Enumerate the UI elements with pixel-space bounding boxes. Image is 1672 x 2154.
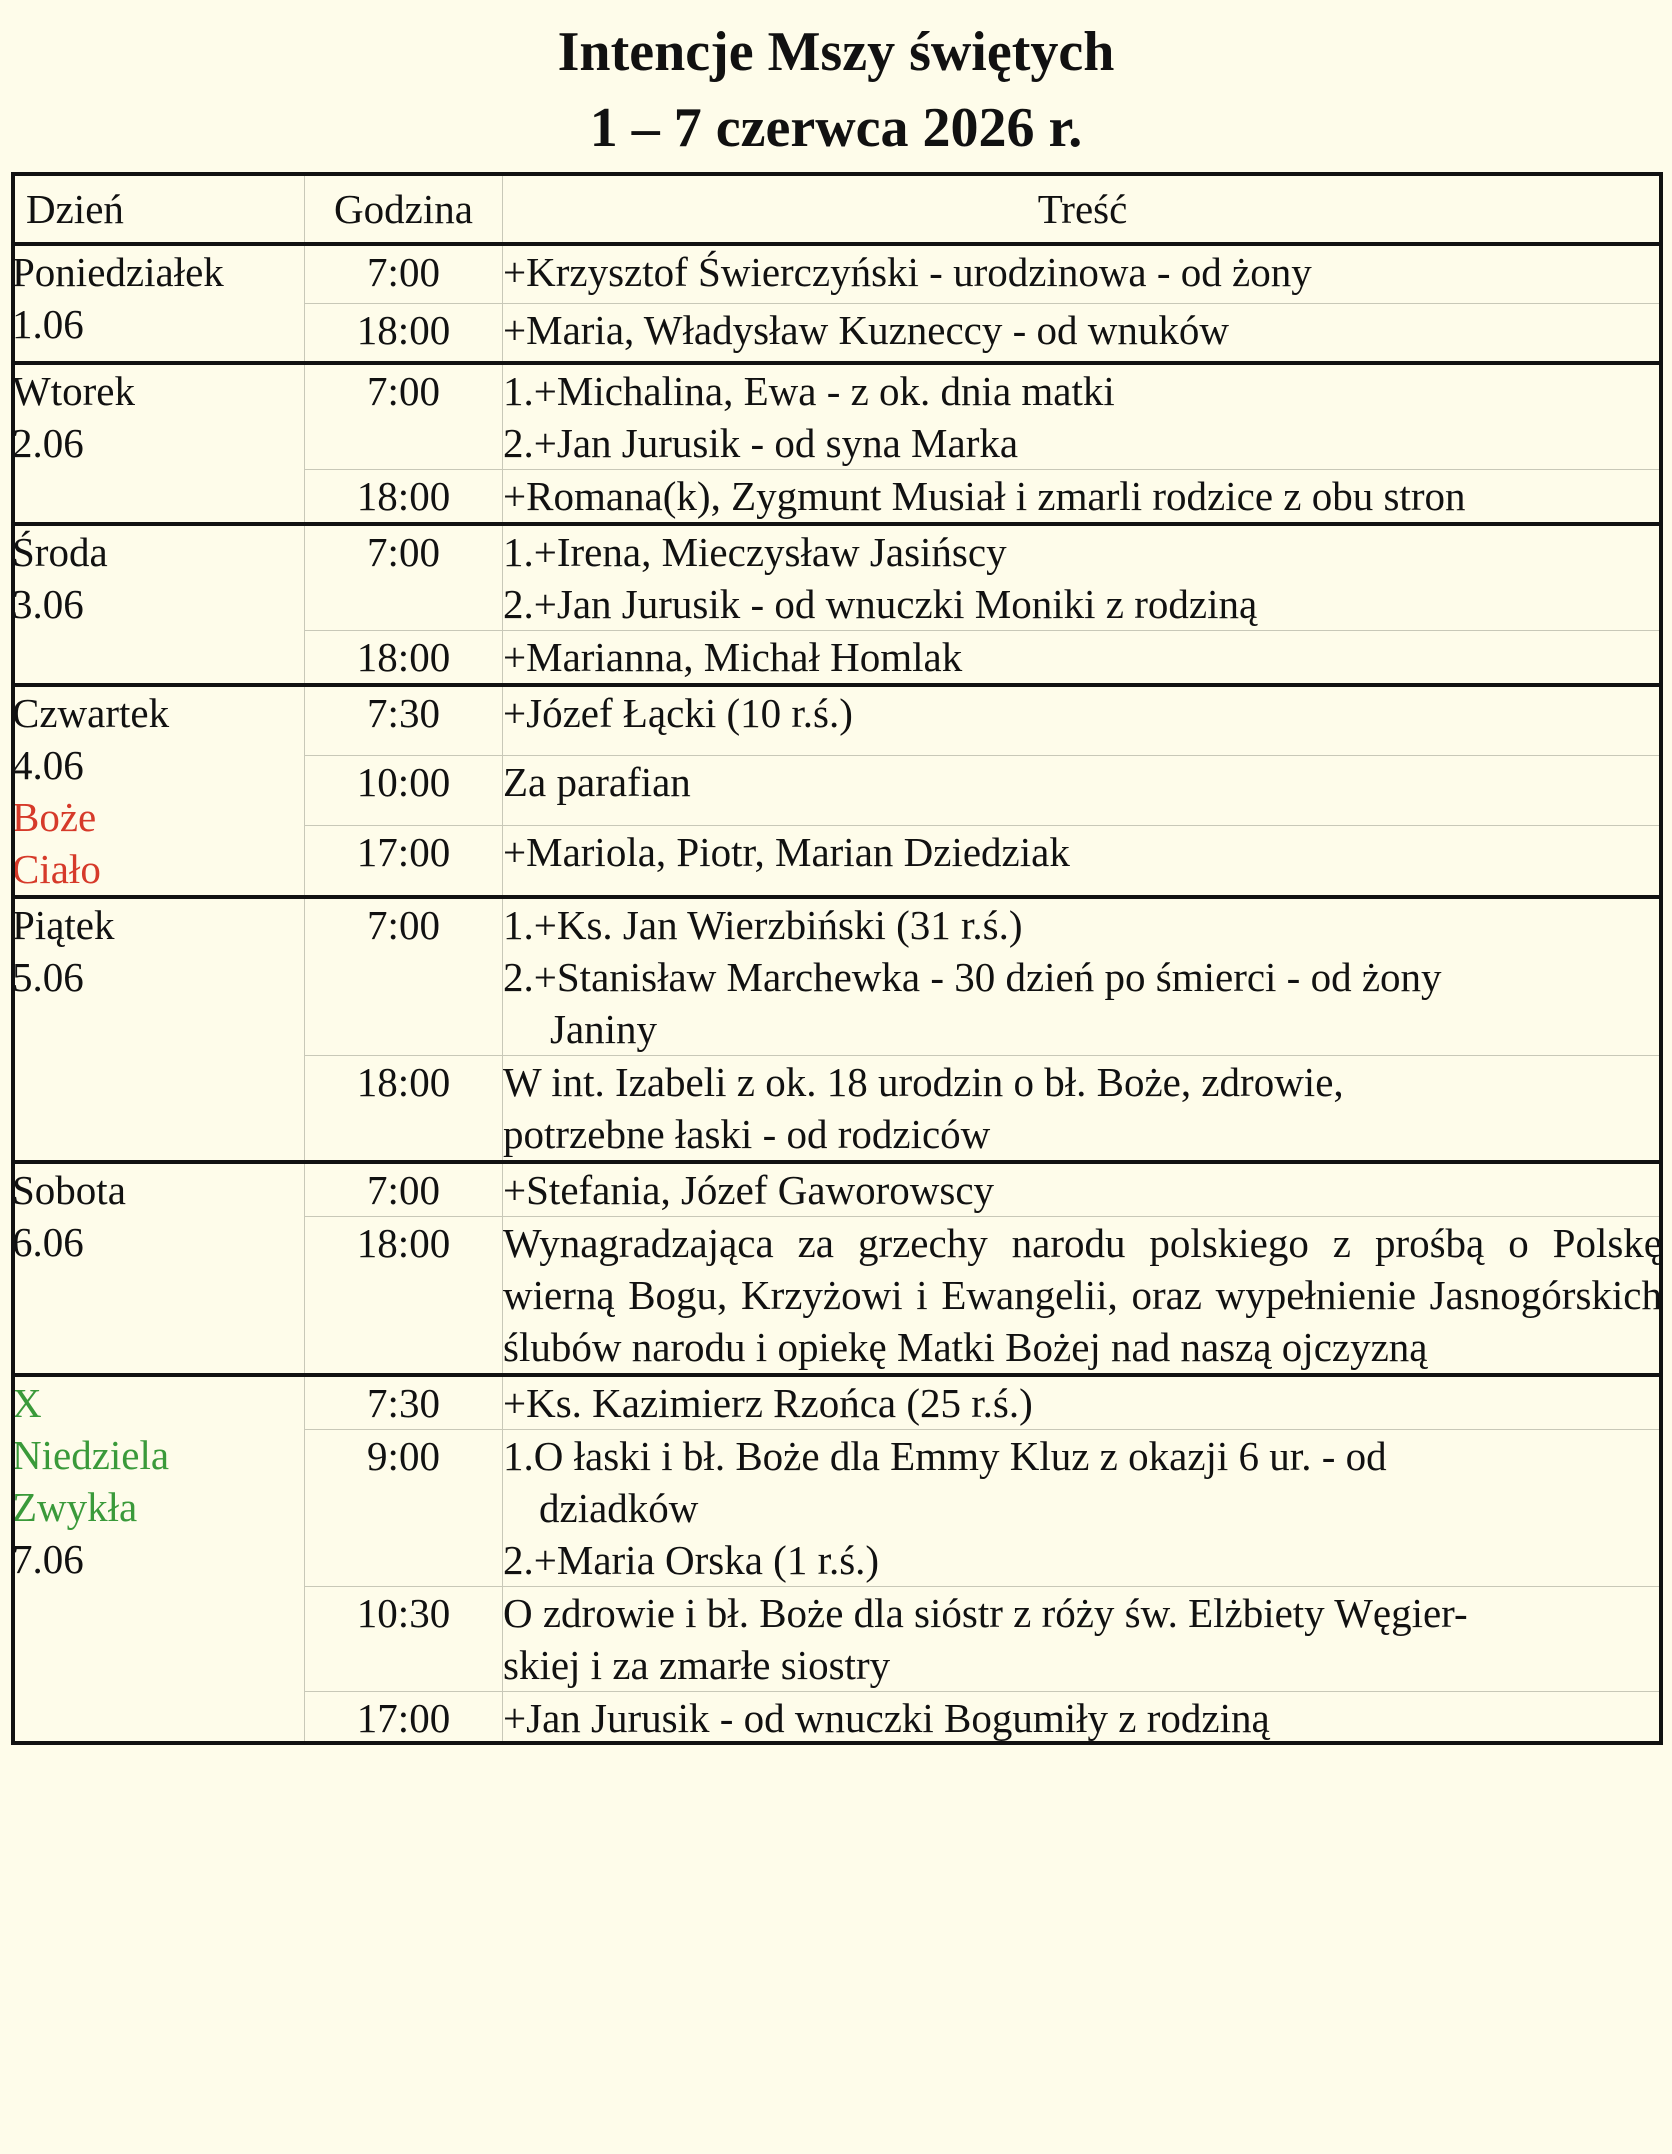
day-name: Czwartek	[12, 689, 170, 736]
intention-entry: +Marianna, Michał Homlak	[503, 633, 963, 680]
mass-hour: 18:00	[305, 1216, 503, 1375]
table-row	[12, 244, 1663, 304]
mass-intentions-table	[11, 172, 1663, 1745]
table-row	[12, 685, 1663, 756]
table-row	[12, 363, 1663, 470]
mass-hour: 7:30	[305, 685, 503, 756]
intention-entry: +Maria, Władysław Kuzneccy - od wnuków	[503, 306, 1229, 353]
page-title	[0, 14, 1672, 166]
day-cell-tuesday	[12, 363, 305, 524]
mass-intention	[503, 1055, 1663, 1162]
table-row	[12, 897, 1663, 1056]
day-cell-sunday	[12, 1375, 305, 1745]
mass-intention	[503, 1216, 1663, 1375]
mass-hour: 10:30	[305, 1586, 503, 1691]
mass-hour: 7:30	[305, 1375, 503, 1430]
intention-entry: +Józef Łącki (10 r.ś.)	[503, 689, 853, 736]
feast-name-line-2: Ciało	[12, 845, 101, 892]
intention-entry: +Krzysztof Świerczyński - urodzinowa - od żony	[503, 248, 1312, 295]
intention-entry: 1.O łaski i bł. Boże dla Emmy Kluz z okazji 6 ur. - od	[503, 1432, 1387, 1479]
intention-entry: Za parafian	[503, 759, 691, 806]
intention-entry: +Romana(k), Zygmunt Musiał i zmarli rodzice z obu stron	[503, 472, 1466, 519]
mass-hour: 7:00	[305, 363, 503, 470]
mass-intention	[503, 469, 1663, 524]
day-name: Sobota	[12, 1166, 126, 1213]
table-header-row	[12, 173, 1663, 244]
table-row	[12, 524, 1663, 631]
column-header-day: Dzień	[12, 173, 305, 244]
intention-entry: +Mariola, Piotr, Marian Dziedziak	[503, 828, 1070, 875]
mass-hour: 10:00	[305, 756, 503, 825]
mass-hour: 7:00	[305, 1162, 503, 1217]
day-name: Poniedziałek	[12, 248, 224, 295]
day-name: Wtorek	[12, 367, 135, 414]
mass-intention	[503, 363, 1663, 470]
day-name-line-3: Zwykła	[12, 1483, 138, 1530]
day-date: 4.06	[12, 741, 84, 788]
mass-intention	[503, 1162, 1663, 1217]
mass-intention	[503, 1586, 1663, 1691]
intention-entry-continuation: dziadków	[539, 1484, 699, 1531]
mass-hour: 17:00	[305, 825, 503, 896]
intention-entry: potrzebne łaski - od rodziców	[503, 1110, 991, 1157]
mass-intention	[503, 303, 1663, 363]
intention-entry: 2.+Jan Jurusik - od syna Marka	[503, 419, 1019, 466]
mass-intention	[503, 897, 1663, 1056]
day-date: 7.06	[12, 1535, 84, 1582]
mass-intention	[503, 630, 1663, 685]
day-name: Piątek	[12, 901, 115, 948]
mass-hour: 18:00	[305, 469, 503, 524]
day-date: 2.06	[12, 419, 84, 466]
day-cell-wednesday	[12, 524, 305, 685]
day-name: Środa	[12, 528, 108, 575]
mass-intention	[503, 1429, 1663, 1586]
mass-hour: 7:00	[305, 524, 503, 631]
day-cell-friday	[12, 897, 305, 1162]
mass-hour: 17:00	[305, 1691, 503, 1744]
day-cell-thursday	[12, 685, 305, 897]
mass-intention	[503, 1375, 1663, 1430]
intention-entry: skiej i za zmarłe siostry	[503, 1641, 891, 1688]
day-name-line-2: Niedziela	[12, 1431, 170, 1478]
day-date: 5.06	[12, 953, 84, 1000]
intention-entry: 1.+Michalina, Ewa - z ok. dnia matki	[503, 367, 1115, 414]
mass-hour: 18:00	[305, 1055, 503, 1162]
intention-entry: 2.+Maria Orska (1 r.ś.)	[503, 1536, 880, 1583]
day-name-line-1: X	[12, 1379, 42, 1426]
intention-entry: 2.+Jan Jurusik - od wnuczki Moniki z rodziną	[503, 580, 1258, 627]
day-date: 3.06	[12, 580, 84, 627]
intention-entry: +Stefania, Józef Gaworowscy	[503, 1166, 995, 1213]
table-row	[12, 1375, 1663, 1430]
intention-entry: W int. Izabeli z ok. 18 urodzin o bł. Boże, zdrowie,	[503, 1058, 1344, 1105]
mass-intention	[503, 524, 1663, 631]
mass-hour: 9:00	[305, 1429, 503, 1586]
mass-hour: 7:00	[305, 897, 503, 1056]
mass-hour: 7:00	[305, 244, 503, 304]
intention-entry: Wynagradzająca za grzechy narodu polskiego z prośbą o Polskę wierną Bogu, Krzyżowi i Ewangelii, oraz wypełnienie Jasnogórskich ślubów narodu i opiekę Matki Bożej nad naszą ojczyzną	[503, 1219, 1662, 1370]
day-date: 1.06	[12, 300, 84, 347]
mass-hour: 18:00	[305, 630, 503, 685]
mass-intention	[503, 244, 1663, 304]
intention-entry: +Jan Jurusik - od wnuczki Bogumiły z rodziną	[503, 1694, 1270, 1741]
intention-entry: +Ks. Kazimierz Rzońca (25 r.ś.)	[503, 1379, 1033, 1426]
intention-entry: O zdrowie i bł. Boże dla sióstr z róży św. Elżbiety Węgier-	[503, 1589, 1468, 1636]
day-cell-monday	[12, 244, 305, 363]
mass-intention	[503, 685, 1663, 756]
mass-hour: 18:00	[305, 303, 503, 363]
intention-entry: 1.+Irena, Mieczysław Jasińscy	[503, 528, 1007, 575]
title-line-2: 1 – 7 czerwca 2026 r.	[589, 97, 1083, 159]
feast-name-line-1: Boże	[12, 793, 97, 840]
title-line-1: Intencje Mszy świętych	[557, 21, 1115, 83]
intention-entry: 1.+Ks. Jan Wierzbiński (31 r.ś.)	[503, 901, 1023, 948]
mass-intention	[503, 756, 1663, 825]
intention-entry: 2.+Stanisław Marchewka - 30 dzień po śmierci - od żony	[503, 953, 1442, 1000]
intention-entry-continuation: Janiny	[550, 1005, 658, 1052]
column-header-text: Treść	[503, 173, 1663, 244]
day-date: 6.06	[12, 1218, 84, 1265]
table-row	[12, 1162, 1663, 1217]
day-cell-saturday	[12, 1162, 305, 1375]
mass-intention	[503, 1691, 1663, 1744]
mass-intention	[503, 825, 1663, 896]
column-header-hour: Godzina	[305, 173, 503, 244]
